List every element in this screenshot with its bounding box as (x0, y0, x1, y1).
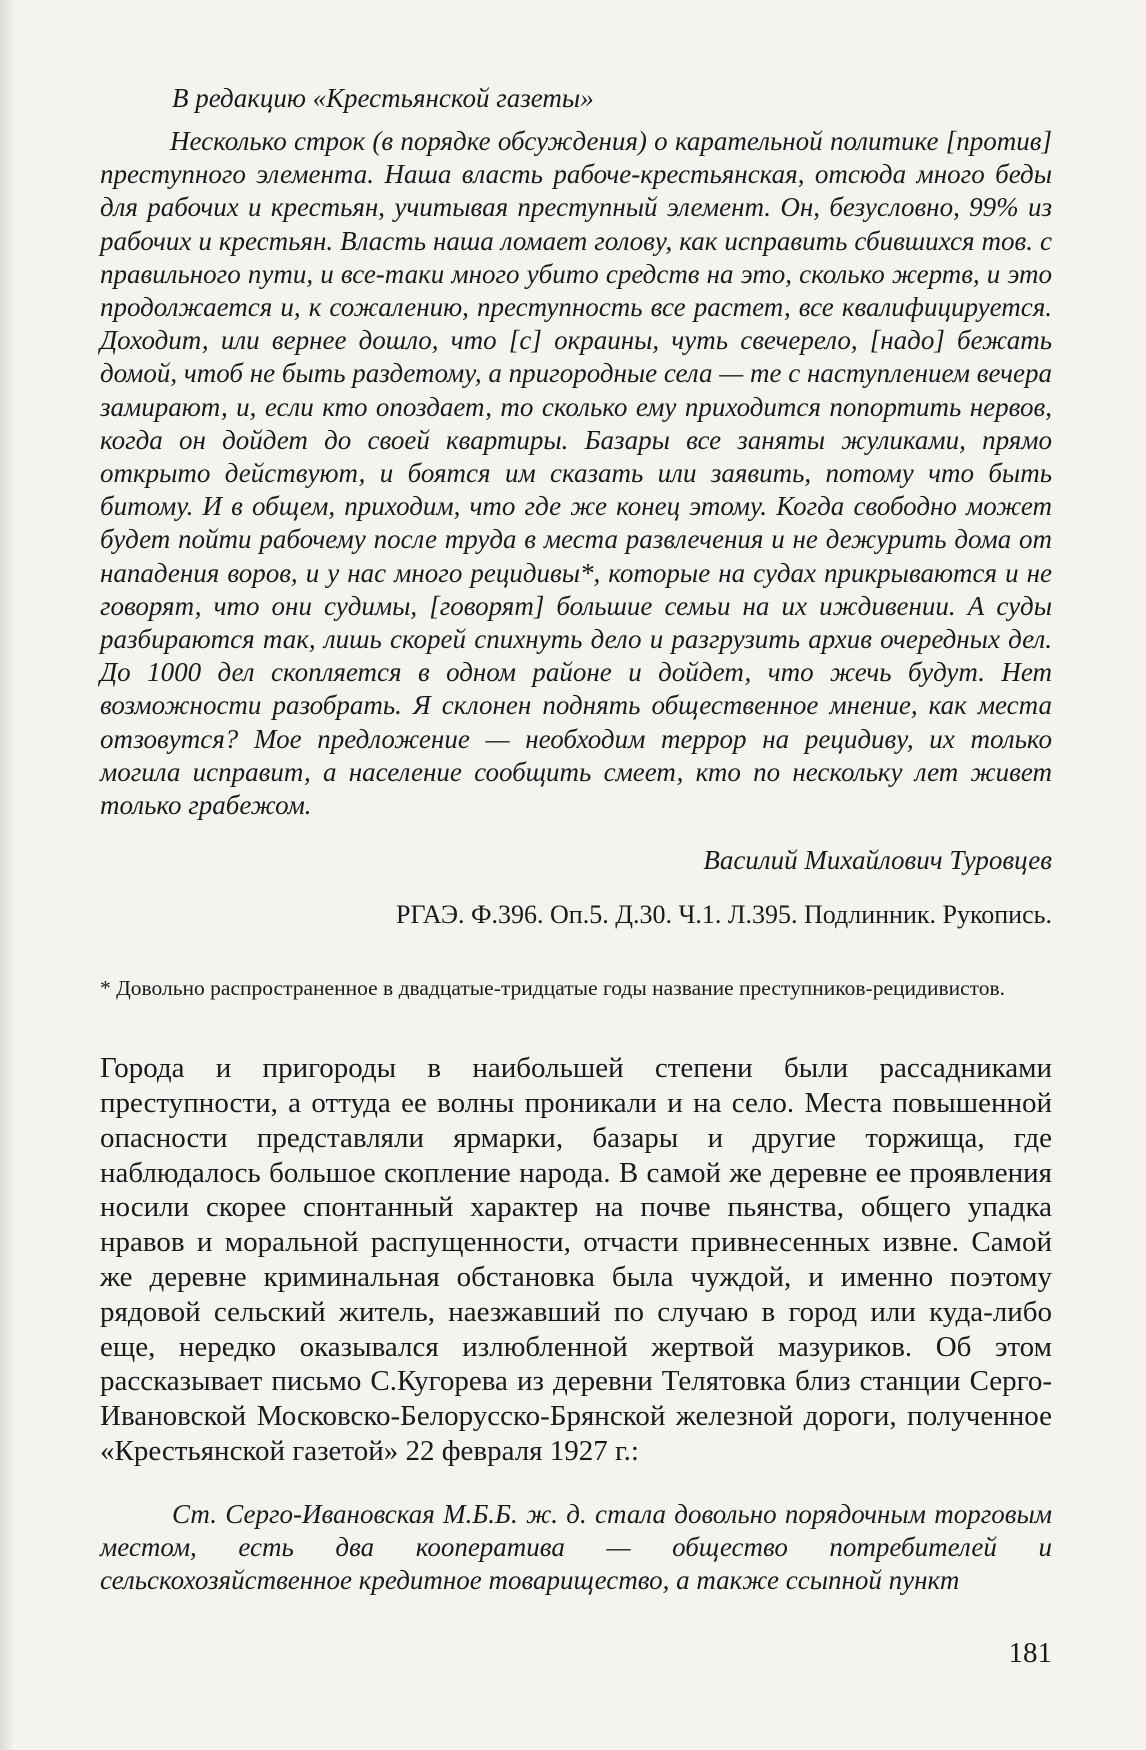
page-number: 181 (1008, 1637, 1052, 1669)
page-content (100, 82, 1052, 1624)
letter-block (100, 82, 1052, 931)
archive-reference: РГАЭ. Ф.396. Оп.5. Д.30. Ч.1. Л.395. Подлинник. Рукопись. (396, 900, 1052, 930)
letter-heading: В редакцию «Крестьянской газеты» (172, 83, 594, 113)
page-edge-shadow (0, 0, 14, 1750)
main-paragraph: Города и пригороды в наибольшей степени были рассадниками преступности, а оттуда ее волны проникали и на село. Места повышенной опасности представляли ярмарки, базары и другие торжища, где наблюдалось большое скопление народа. В самой же деревне ее проявления носили скорее спонтанный характер на почве пьянства, общего упадка нравов и моральной распущенности, отчасти привнесенных извне. Самой же деревне криминальная обстановка была чуждой, и именно поэтому рядовой сельский житель, наезжавший по случаю в город или куда-либо еще, нередко оказывался излюбленной жертвой мазуриков. Об этом рассказывает письмо С.Кугорева из деревни Телятовка близ станции Серго-Ивановской Московско-Белорусско-Брянской железной дороги, полученное «Крестьянской газетой» 22 февраля 1927 г.: (100, 1052, 1052, 1468)
footnote: * Довольно распространенное в двадцатые-тридцатые годы название преступников-рецидивистов. (100, 976, 1006, 1001)
letter-signature: Василий Михайлович Туровцев (703, 845, 1052, 876)
letter-body: Несколько строк (в порядке обсуждения) о карательной политике [против] преступного элемента. Наша власть рабоче-крестьянская, отсюда много беды для рабочих и крестьян, учитывая преступный элемент. Он, безусловно, 99% из рабочих и крестьян. Власть наша ломает голову, как исправить сбившихся тов. с правильного пути, и все-таки много убито средств на это, сколько жертв, и это продолжается и, к сожалению, преступность все растет, все квалифицируется. Доходит, или вернее дошло, что [с] окраины, чуть свечерело, [надо] бежать домой, чтоб не быть раздетому, а пригородные села — те с наступлением вечера замирают, и, если кто опоздает, то сколько ему приходится попортить нервов, когда он дойдет до своей квартиры. Базары все заняты жуликами, прямо открыто действуют, и боятся им сказать или заявить, потому что быть битому. И в общем, приходим, что где же конец этому. Когда свободно может будет пойти рабочему после труда в места развлечения и не дежурить дома от нападения воров, и у нас много рецидивы*, которые на судах прикрываются и не говорят, что они судимы, [говорят] большие семьи на их иждивении. А суды разбираются так, лишь скорей спихнуть дело и разгрузить архив очередных дел. До 1000 дел скопляется в одном районе и дойдет, что жечь будут. Нет возможности разобрать. Я склонен поднять общественное мнение, как места отзовутся? Мое предложение — необходим террор на рецидиву, их только могила исправит, а население сообщить смеет, кто по нескольку лет живет только грабежом. (100, 126, 1052, 821)
quoted-letter-start: Ст. Серго-Ивановская М.Б.Б. ж. д. стала довольно порядочным торговым местом, есть два кооператива — общество потребителей и сельскохозяйственное кредитное товарищество, а также ссыпной пункт (100, 1498, 1052, 1596)
